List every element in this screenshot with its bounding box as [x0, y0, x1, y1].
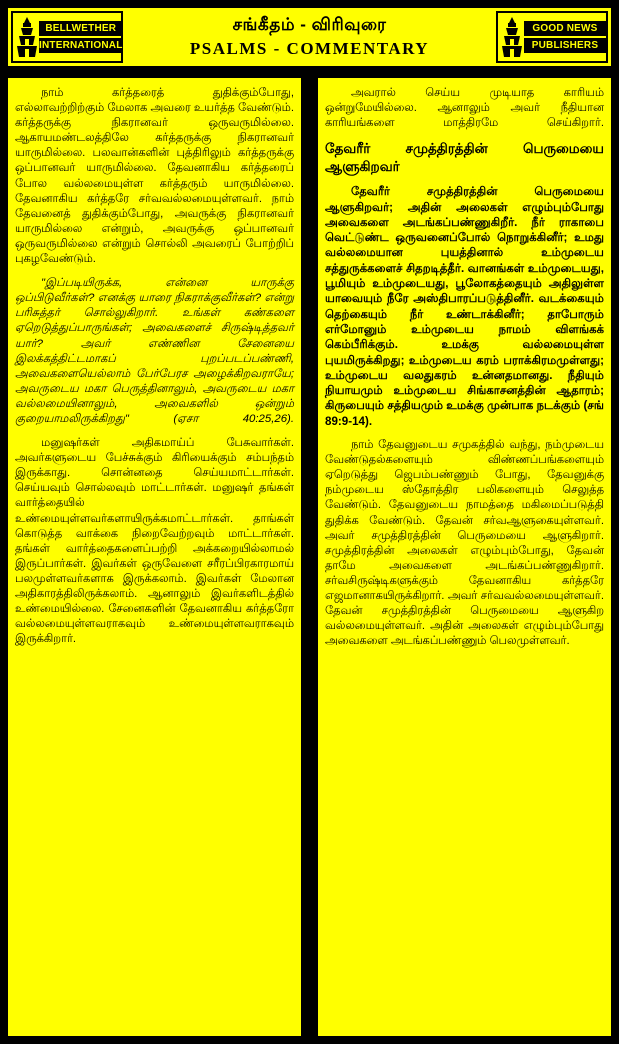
bellwether-international-logo — [11, 11, 123, 63]
bellwether-line-2: INTERNATIONAL — [39, 40, 123, 51]
good-news-line-2: PUBLISHERS — [524, 38, 606, 53]
right-text-column — [316, 76, 613, 1038]
tower-emblem-icon — [15, 15, 39, 59]
paragraph: மனுஷர்கள் அதிகமாய்ப் பேசுவார்கள். அவர்களுடைய பேச்சுக்கும் கிரியைக்கும் சம்பந்தம் இருக்காது. சொன்னதை செய்யமாட்டார்கள். செய்யவும் சொல்லவும் மாட்டார்கள். மனுஷர் தங்கள் வார்த்தையில் உண்மையுள்ளவர்களாயிருக்கமாட்டார்கள். தாங்கள் கொடுத்த வாக்கை நிறைவேற்றவும் மாட்டார்கள். தங்கள் வார்த்தைகளைப்பற்றி அக்கறையில்லாமல் இருப்பார்கள். இவர்கள் ஒருவேளை சரீரப்பிரகாரமாய் பலமுள்ளவர்களாக இருக்கலாம். இவர்கள் மேலான அதிகாரத்திலிருக்கலாம். ஆனாலும் இவர்களிடத்தில் உண்மையில்லை. சேனைகளின் தேவனாகிய கர்த்தரோ வல்லமையுள்ளவராகவும் உண்மையுள்ளவராகவும் இருக்கிறார். — [15, 437, 294, 646]
paragraph-quotation: "இப்படியிருக்க, என்னை யாருக்கு ஒப்பிடுவீர்கள்? எனக்கு யாரை நிகராக்குவீர்கள்? என்று பரிசுத்தர் சொல்லுகிறார். உங்கள் கண்களை ஏறெடுத்துப்பாருங்கள்; அவைகளைச் சிருஷ்டித்தவர் யார்? அவர் எண்ணின சேனையை இலக்கத்திட்டமாகப் புறப்படப்பண்ணி, அவைகளையெல்லாம் பேர்பேரச அழைக்கிறவராயே; அவருடைய மகா பெருத்தினாலும், அவருடைய மகா வல்லமையினாலும், அவைகளில் ஒன்றும் குறையாமலிருக்கிறது" (ஏசா 40:25,26). — [15, 277, 294, 425]
tower-emblem-icon — [500, 15, 524, 59]
paragraph: நாம் கர்த்தரைத் துதிக்கும்போது, எல்லாவற்றிற்கும் மேலாக அவரை உயர்த்த வேண்டும். கர்த்தருக்கு நிகரானவர் ஒருவருமில்லை. ஆகாயமண்டலத்திலே கர்த்தருக்கு நிகரானவர் யாருமில்லை. பலவான்களின் புத்திரிலும் கர்த்தருக்கு ஒப்பானவர் யாருமில்லை. தேவனாகிய கர்த்தரைப் போல வல்லமையுள்ள கர்த்தரும் யாருமில்லை. தேவனாகிய கர்த்தரே சர்வவல்லமையுள்ளவர். நாம் தேவனைத் துதிக்கும்போது, அவருக்கு நிகரானவர் யாருமில்லை என்றும், அவருக்கு ஒப்பானவர் ஒருவருமில்லை என்றும் சொல்லி அவரைப் போற்றிப் புகழவேண்டும். — [15, 87, 294, 266]
page-header — [6, 6, 613, 68]
page-title-tamil: சங்கீதம் - விரிவுரை — [232, 15, 387, 34]
paragraph: அவரால் செய்ய முடியாத காரியம் ஒன்றுமேயில்லை. ஆனாலும் அவர் நீதியான காரியங்களை மாத்திரமே செய்கிறார். — [325, 87, 604, 130]
scripture-quotation: தேவரீர் சமுத்திரத்தின் பெருமையை ஆளுகிறவர்; அதின் அலைகள் எழும்பும்போது அவைகளை அடங்கப்பண்ணுகிறீர். நீர் ராகாபை வெட்டுண்ட ஒருவனைப்போல் நொறுக்கினீர்; உமது வல்லமையான புயத்தினால் உம்முடைய சத்துருக்களைச் சிதறடித்தீர். வானங்கள் உம்முடையது, பூமியும் உம்முடையது, பூலோகத்தையும் அதிலுள்ள யாவையும் நீரே அஸ்திபாரப்படுத்தினீர். வடக்கையும் தெற்கையும் நீர் உண்டாக்கினீர்; தாபோரும் எர்மோனும் உம்முடைய நாமம் விளங்கக் கெம்பீரிக்கும். உமக்கு வல்லமையுள்ள புயமிருக்கிறது; உம்முடைய கரம் பராக்கிரமமுள்ளது; உம்முடைய வலதுகரம் உன்னதமானது. நீதியும் நியாயமும் உம்முடைய சிங்காசனத்தின் ஆதாரம்; கிருபையும் சத்தியமும் உமக்கு முன்பாக நடக்கும் (சங் 89:9-14). — [325, 185, 604, 428]
header-title-group — [126, 8, 493, 66]
bellwether-logo-text — [39, 21, 123, 53]
bellwether-line-1: BELLWETHER — [39, 21, 123, 36]
good-news-publishers-logo — [496, 11, 608, 63]
left-text-column — [6, 76, 303, 1038]
good-news-line-1: GOOD NEWS — [524, 21, 606, 36]
paragraph: நாம் தேவனுடைய சமுகத்தில் வந்து, நம்முடைய வேண்டுதல்களையும் விண்ணப்பங்களையும் ஏறெடுத்து ஜெபம்பண்ணும் போது, தேவனுக்கு நம்முடைய ஸ்தோத்திர பலிகளையும் செலுத்த வேண்டும். தேவனுடைய நாமத்தை மகிமைப்படுத்தி துதிக்க வேண்டும். தேவன் சர்வஆளுகையுள்ளவர். அவர் சமுத்திரத்தின் பெருமையை ஆளுகிறார். சமுத்திரத்தின் அலைகள் எழும்பும்போது, தேவன் தாமே அவைகளை அடங்கப்பண்ணுகிறார். சர்வசிருஷ்டிகளுக்கும் தேவனாகிய கர்த்தரே எஜமானாகயிருக்கிறார். அவர் சர்வவல்லமையுள்ளவர். தேவன் சமுத்திரத்தின் பெருமையை ஆளுகிற வல்லமையுள்ளவர். அதின் அலைகள் எழும்பும்போது அவைகளை அடங்கப்பண்ணும் பெலமுள்ளவர். — [325, 439, 604, 648]
good-news-logo-text — [524, 21, 606, 53]
page-title-english: PSALMS - COMMENTARY — [189, 39, 430, 58]
section-subheading: தேவரீர் சமுத்திரத்தின் பெருமையை ஆளுகிறவர் — [325, 141, 604, 175]
